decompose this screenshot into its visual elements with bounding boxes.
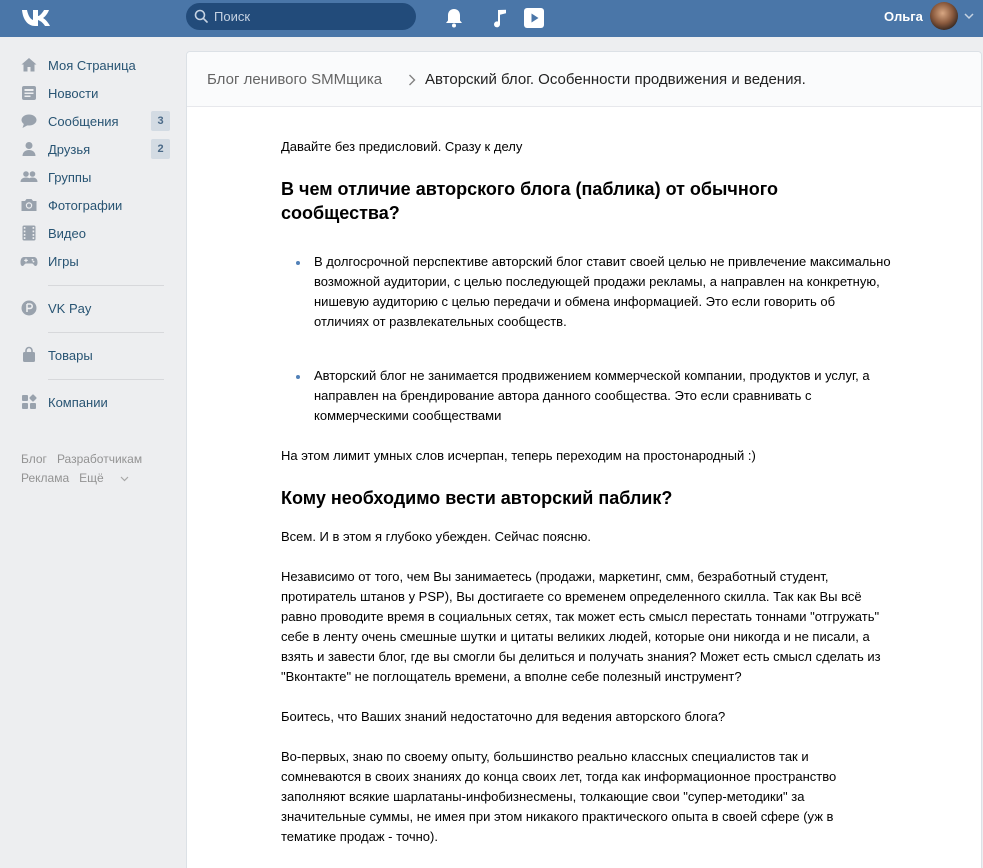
list-item: В долгосрочной перспективе авторский блог ставит своей целью не привлечение максимально возможной аудитории, с целью последующей продажи рекламы, а направлен на конкретную, нишевую аудиторию с целью передачи и обмена информацией. Это если говорить об отличиях от развлекательных сообществ. [281, 252, 891, 332]
video-icon [20, 224, 38, 242]
article-paragraph: На этом лимит умных слов исчерпан, теперь переходим на простонародный :) [281, 448, 756, 463]
article-paragraph: Боитесь, что Ваших знаний недостаточно для ведения авторского блога? [281, 709, 726, 724]
breadcrumb-group-link[interactable]: Блог ленивого SMMщика [207, 71, 383, 88]
nav-item-label: Друзья [48, 141, 91, 157]
chevron-right-icon [408, 74, 416, 86]
page-title: Авторский блог. Особенности продвижения и ведения. [425, 71, 806, 88]
nav-item-label: Видео [48, 225, 86, 241]
nav-item-my-page[interactable] [20, 51, 170, 79]
list-item: Авторский блог не занимается продвижением коммерческой компании, продуктов и услуг, а направлен на брендирование автора данного сообщества. Это если сравнивать с коммерческими сообществами [281, 366, 891, 426]
footer-link-blog[interactable]: Блог [21, 452, 47, 466]
video-player-icon[interactable] [523, 7, 545, 29]
user-menu[interactable] [878, 0, 983, 37]
nav-separator [48, 285, 164, 286]
avatar [930, 2, 958, 30]
nav-item-label: Новости [48, 85, 99, 101]
bell-icon[interactable] [443, 7, 465, 29]
article-body [281, 137, 891, 867]
search-input[interactable] [214, 3, 409, 30]
nav-item-label: Сообщения [48, 113, 119, 129]
search-box[interactable] [186, 3, 416, 30]
nav-item-market[interactable] [20, 341, 170, 369]
nav-item-label: Товары [48, 347, 93, 363]
market-icon [20, 346, 38, 364]
nav-item-photos[interactable] [20, 191, 170, 219]
nav-item-label: Фотографии [48, 197, 123, 213]
article-heading: Кому необходимо вести авторский паблик? [281, 488, 673, 508]
nav-item-games[interactable] [20, 247, 170, 275]
article-paragraph: Всем. И в этом я глубоко убежден. Сейчас поясню. [281, 529, 591, 544]
photos-icon [20, 196, 38, 214]
article-card [186, 51, 982, 868]
messages-icon [20, 112, 38, 130]
nav-item-label: Группы [48, 169, 92, 185]
requests-badge: 2 [151, 139, 170, 159]
games-icon [20, 252, 38, 270]
chevron-down-icon [964, 12, 974, 20]
article-heading: В чем отличие авторского блога (паблика) от обычного сообщества? [281, 179, 778, 223]
article-paragraph: Давайте без предисловий. Сразу к делу [281, 139, 523, 154]
user-name: Ольга [884, 9, 923, 24]
article-paragraph: Во-первых, знаю по своему опыту, большинство реально классных специалистов так и сомневаются в своих знаниях до конца своих лет, тогда как информационное пространство заполняют всякие шарлатаны-инфобизнесмены, толкающие свои "супер-методики" за значительные суммы, не имея при этом никакого практического опыта в своей сфере (уж в тематике продаж - точно). [281, 749, 837, 844]
footer-link-more[interactable] [79, 471, 129, 485]
footer-link-developers[interactable]: Разработчикам [56, 452, 143, 466]
nav-item-label: Компании [48, 394, 108, 410]
nav-item-label: Моя Страница [48, 57, 136, 73]
apps-icon [20, 393, 38, 411]
footer-link-ads[interactable]: Реклама [21, 471, 70, 485]
news-icon [20, 84, 38, 102]
nav-item-video[interactable] [20, 219, 170, 247]
groups-icon [20, 168, 38, 186]
nav-item-label: Игры [48, 253, 79, 269]
vkpay-icon [20, 299, 38, 317]
music-icon[interactable] [489, 7, 511, 29]
nav-item-apps[interactable] [20, 388, 170, 416]
nav-item-label: VK Pay [48, 300, 92, 316]
unread-badge: 3 [151, 111, 170, 131]
footer-links [21, 450, 181, 488]
nav-separator [48, 332, 164, 333]
chevron-down-icon [120, 476, 129, 482]
footer-link-more-label: Ещё [79, 471, 104, 485]
search-icon [194, 9, 208, 23]
home-icon [20, 56, 38, 74]
breadcrumb [187, 52, 981, 107]
article-list [281, 252, 891, 426]
top-bar [0, 0, 983, 37]
nav-separator [48, 379, 164, 380]
article-paragraph: Независимо от того, чем Вы занимаетесь (продажи, маркетинг, смм, безработный студент, протиратель штанов у PSP), Вы достигаете со временем определенного скилла. Так как Вы всё равно проводите время в социальных сетях, так может есть смысл перестать тоннами "отгружать" себе в ленту очень смешные шутки и цитаты великих людей, которые они никогда и не писали, а взять и завести блог, где вы смогли бы делиться и получать знания? Может есть смысл сделать из "Вконтакте" не поглощатель времени, а вполне себе полезный инструмент? [281, 569, 881, 684]
nav-item-vkpay[interactable] [20, 294, 170, 322]
nav-item-messages[interactable] [20, 107, 170, 135]
nav-item-groups[interactable] [20, 163, 170, 191]
friends-icon [20, 140, 38, 158]
vk-logo-icon[interactable] [20, 4, 56, 30]
nav-item-news[interactable] [20, 79, 170, 107]
nav-item-friends[interactable] [20, 135, 170, 163]
